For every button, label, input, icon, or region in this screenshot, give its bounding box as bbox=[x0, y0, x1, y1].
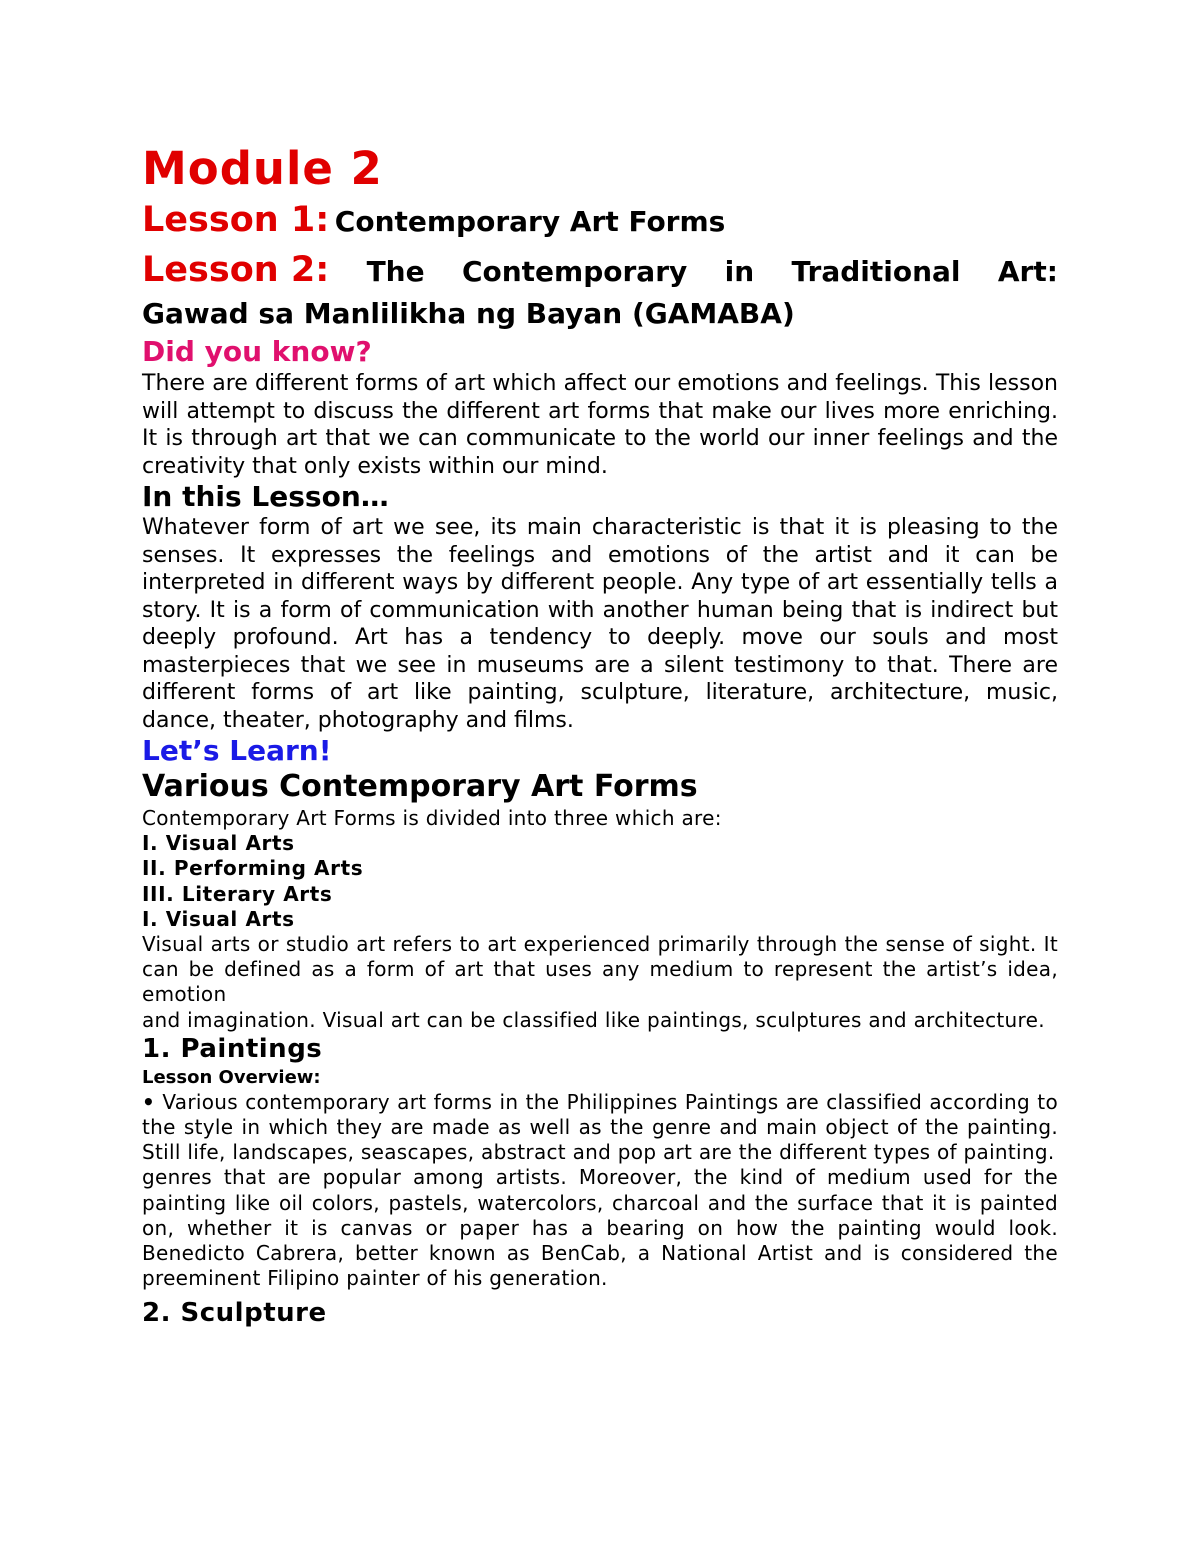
lesson-1-title: Contemporary Art Forms bbox=[334, 205, 726, 238]
lesson-1-number: Lesson 1: bbox=[142, 200, 330, 240]
in-this-lesson-paragraph: Whatever form of art we see, its main characteristic is that it is pleasing to the senses. It expresses the feelings and emotions of the artist and it can be interpreted in different ways by different people. Any type of art essentially tells a story. It is a form of communication with another human being that is indirect but deeply profound. Art has a tendency to deeply. move our souls and most masterpieces that we see in museums are a silent testimony to that. There are different forms of art like painting, sculpture, literature, architecture, music, dance, theater, photography and films. bbox=[142, 515, 1058, 733]
lesson-2-word: The bbox=[366, 255, 425, 288]
lesson-2-word: in bbox=[724, 255, 755, 288]
paintings-bullet-text: Various contemporary art forms in the Philippines Paintings are classified according to the style in which they are made as well as the genre and main object of the painting. Still life, landscapes, seascapes, abstract and pop art are the different types of painting. bbox=[142, 1089, 1058, 1165]
did-you-know-heading: Did you know? bbox=[142, 335, 372, 368]
art-forms-list-item: III. Literary Arts bbox=[142, 881, 333, 906]
did-you-know-paragraph: There are different forms of art which affect our emotions and feelings. This lesson will attempt to discuss the different art forms that make our lives more enriching. It is through art that we can communicate to the world our inner feelings and the creativity that only exists within our mind. bbox=[142, 371, 1058, 479]
art-forms-list-item: I. Visual Arts bbox=[142, 831, 295, 856]
lesson-2-subtitle: Gawad sa Manlilikha ng Bayan (GAMABA) bbox=[142, 297, 795, 330]
lesson-overview-label: Lesson Overview: bbox=[142, 1066, 321, 1088]
various-art-forms-heading: Various Contemporary Art Forms bbox=[142, 769, 698, 804]
sculpture-heading: 2. Sculpture bbox=[142, 1298, 327, 1329]
visual-arts-paragraph: Visual arts or studio art refers to art experienced primarily through the sense of sight. It can be defined as a form of art that uses any medium to represent the artist’s idea, emotion bbox=[142, 932, 1058, 1007]
lesson-1-heading bbox=[142, 198, 1058, 248]
art-forms-list-item: II. Performing Arts bbox=[142, 856, 364, 881]
visual-arts-paragraph-cont: and imagination. Visual art can be classified like paintings, sculptures and architecture. bbox=[142, 1007, 1045, 1032]
paintings-bullet-item bbox=[142, 1090, 1058, 1166]
lesson-2-number: Lesson 2: bbox=[142, 250, 330, 290]
document-page bbox=[142, 140, 1058, 1330]
lesson-2-heading bbox=[142, 248, 1058, 294]
visual-arts-heading: I. Visual Arts bbox=[142, 906, 295, 931]
paintings-heading: 1. Paintings bbox=[142, 1033, 323, 1064]
lesson-2-word: Art: bbox=[997, 255, 1058, 288]
lets-learn-heading: Let’s Learn! bbox=[142, 734, 332, 767]
paintings-paragraph: genres that are popular among artists. Moreover, the kind of medium used for the painting like oil colors, pastels, watercolors, charcoal and the surface that it is painted on, whether it is canvas or paper has a bearing on how the painting would look. Benedicto Cabrera, better known as BenCab, a National Artist and is considered the preeminent Filipino painter of his generation. bbox=[142, 1165, 1058, 1291]
lesson-2-word: Contemporary bbox=[461, 255, 688, 288]
in-this-lesson-heading: In this Lesson… bbox=[142, 480, 389, 513]
art-forms-intro: Contemporary Art Forms is divided into three which are: bbox=[142, 806, 722, 830]
bullet-icon: • bbox=[142, 1089, 156, 1114]
lesson-2-word: Traditional bbox=[791, 255, 961, 288]
module-title: Module 2 bbox=[142, 142, 383, 195]
